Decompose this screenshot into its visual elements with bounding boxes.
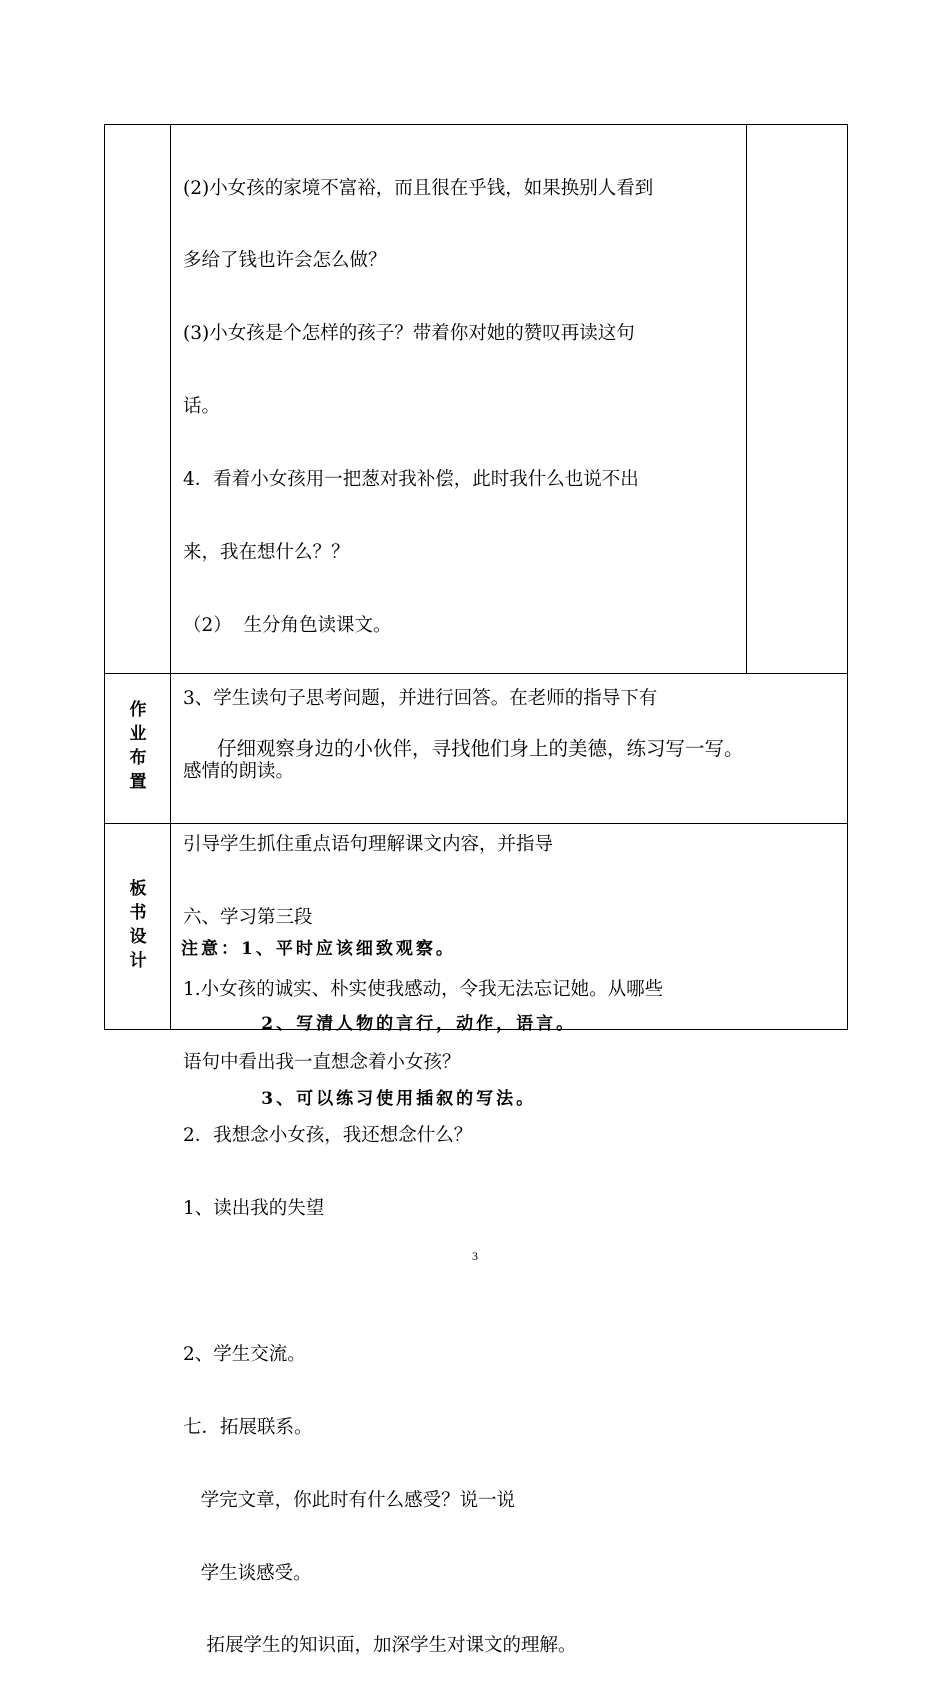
homework-text: 仔细观察身边的小伙伴，寻找他们身上的美德，练习写一写。 — [217, 737, 744, 760]
lesson-plan-table — [104, 124, 848, 1657]
line: 感情的朗读。 — [183, 760, 295, 782]
line — [183, 1270, 749, 1294]
board-line: 3、可以练习使用插叙的写法。 — [181, 1089, 537, 1109]
line: 七．拓展联系。 — [183, 1416, 313, 1438]
line: 1.小女孩的诚实、朴实使我感动，令我无法忘记她。从哪些 — [183, 979, 664, 1001]
line: 4．看着小女孩用一把葱对我补偿，此时我什么也说不出 — [183, 469, 639, 491]
page-number: 3 — [472, 1249, 478, 1263]
line: 语句中看出我一直想念着小女孩？ — [183, 1052, 461, 1074]
line: （2） 生分角色读课文。 — [183, 614, 392, 636]
homework-label: 作 业 布 置 — [129, 700, 147, 792]
board-line: 2、写清人物的言行，动作，语言。 — [181, 1014, 577, 1034]
line: 引导学生抓住重点语句理解课文内容，并指导 — [183, 833, 554, 855]
line: 3、学生读句子思考问题，并进行回答。在老师的指导下有 — [183, 687, 658, 709]
line: 六、学习第三段 — [183, 906, 313, 928]
line: (3)小女孩是个怎样的孩子？带着你对她的赞叹再读这句 — [183, 323, 635, 345]
line: 2、学生交流。 — [183, 1343, 306, 1365]
line: 1、读出我的失望 — [183, 1198, 325, 1220]
line: 2．我想念小女孩，我还想念什么？ — [183, 1125, 473, 1147]
board-line: 注意：1、平时应该细致观察。 — [181, 939, 456, 959]
board-design-text — [181, 887, 801, 1162]
line: 拓展学生的知识面，加深学生对课文的理解。 — [183, 1635, 577, 1657]
board-design-label: 板 书 设 计 — [129, 879, 147, 971]
line: 来，我在想什么？？ — [183, 542, 350, 564]
line: 学完文章，你此时有什么感受？说一说 — [183, 1489, 516, 1511]
line: 话。 — [183, 396, 221, 418]
line: 多给了钱也许会怎么做？ — [183, 250, 387, 272]
line: 学生谈感受。 — [183, 1562, 312, 1584]
line: (2)小女孩的家境不富裕，而且很在乎钱，如果换别人看到 — [183, 177, 654, 199]
